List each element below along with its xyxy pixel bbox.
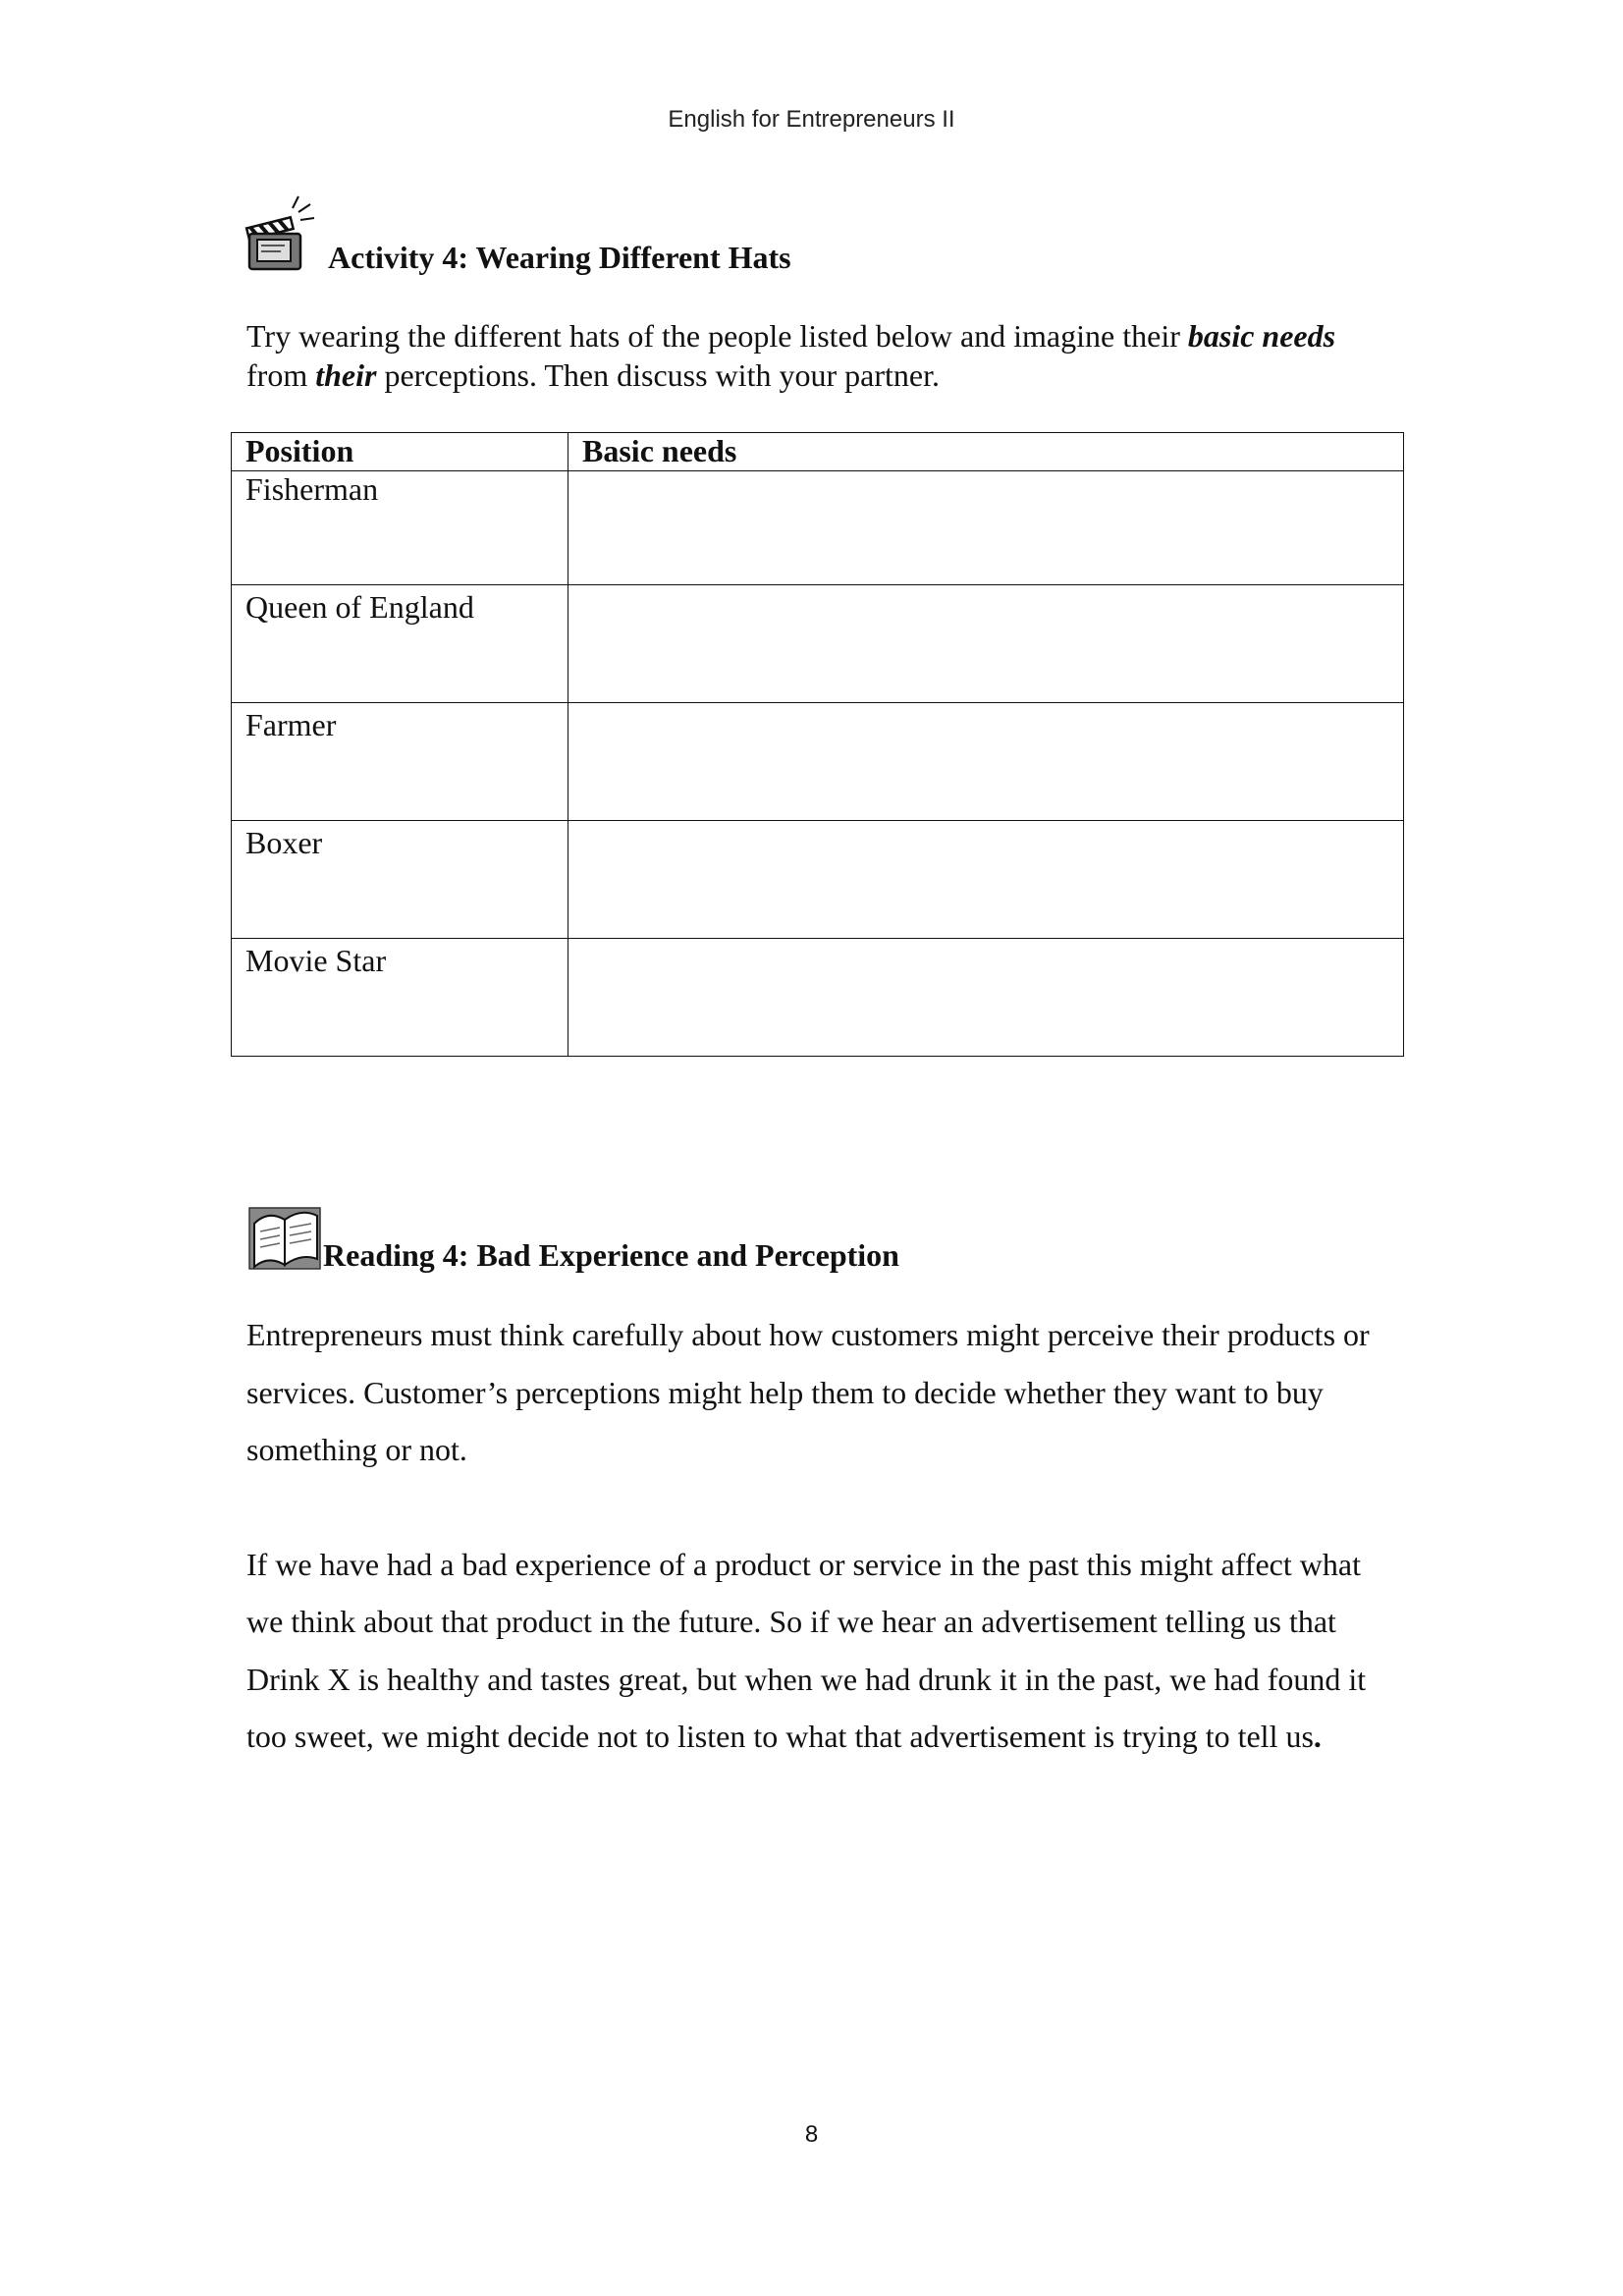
basic-needs-cell[interactable] [568,471,1404,585]
basic-needs-cell[interactable] [568,939,1404,1057]
table-row [232,821,1404,939]
emphasis-basic-needs: basic needs [1187,318,1336,354]
open-book-icon [248,1202,321,1271]
page-number: 8 [804,2121,819,2148]
reading-paragraph-2-end: . [1313,1719,1322,1754]
table-row [232,939,1404,1057]
activity-heading [243,194,791,275]
intro-text-3: perceptions. Then discuss with your partner. [376,357,940,393]
table-row [232,703,1404,821]
emphasis-their: their [315,357,377,393]
activity-instructions [246,316,1376,395]
column-header-basic-needs: Basic needs [568,433,1404,471]
intro-text-1: Try wearing the different hats of the people listed below and imagine their [246,318,1188,354]
basic-needs-cell[interactable] [568,821,1404,939]
running-header: English for Entrepreneurs II [668,106,955,133]
basic-needs-table [231,432,1404,1057]
position-cell: Fisherman [232,471,568,585]
reading-paragraph-1: Entrepreneurs must think carefully about how customers might perceive their products or services. Customer’s perceptions might help them to decide whether they want to buy something or not. [246,1317,1370,1467]
reading-paragraph-2 [246,1536,1405,1766]
position-cell: Farmer [232,703,568,821]
table-row [232,471,1404,585]
reading-paragraph-2-text: If we have had a bad experience of a product or service in the past this might affect what we think about that product in the future. So if we hear an advertisement telling us that Drink X is healthy and tastes great, but when we had drunk it in the past, we had found it too sweet, we might decide not to listen to what that advertisement is trying to tell us [246,1546,1367,1754]
column-header-position: Position [232,433,568,471]
reading-body [246,1306,1405,1823]
activity-title: Activity 4: Wearing Different Hats [328,240,791,275]
position-cell: Queen of England [232,585,568,703]
table-row [232,585,1404,703]
reading-heading [248,1202,899,1271]
basic-needs-cell[interactable] [568,703,1404,821]
position-cell: Movie Star [232,939,568,1057]
basic-needs-cell[interactable] [568,585,1404,703]
table-header-row [232,433,1404,471]
reading-title: Reading 4: Bad Experience and Perception [323,1237,899,1273]
intro-text-2: from [246,357,316,393]
clapperboard-icon [243,194,322,275]
position-cell: Boxer [232,821,568,939]
